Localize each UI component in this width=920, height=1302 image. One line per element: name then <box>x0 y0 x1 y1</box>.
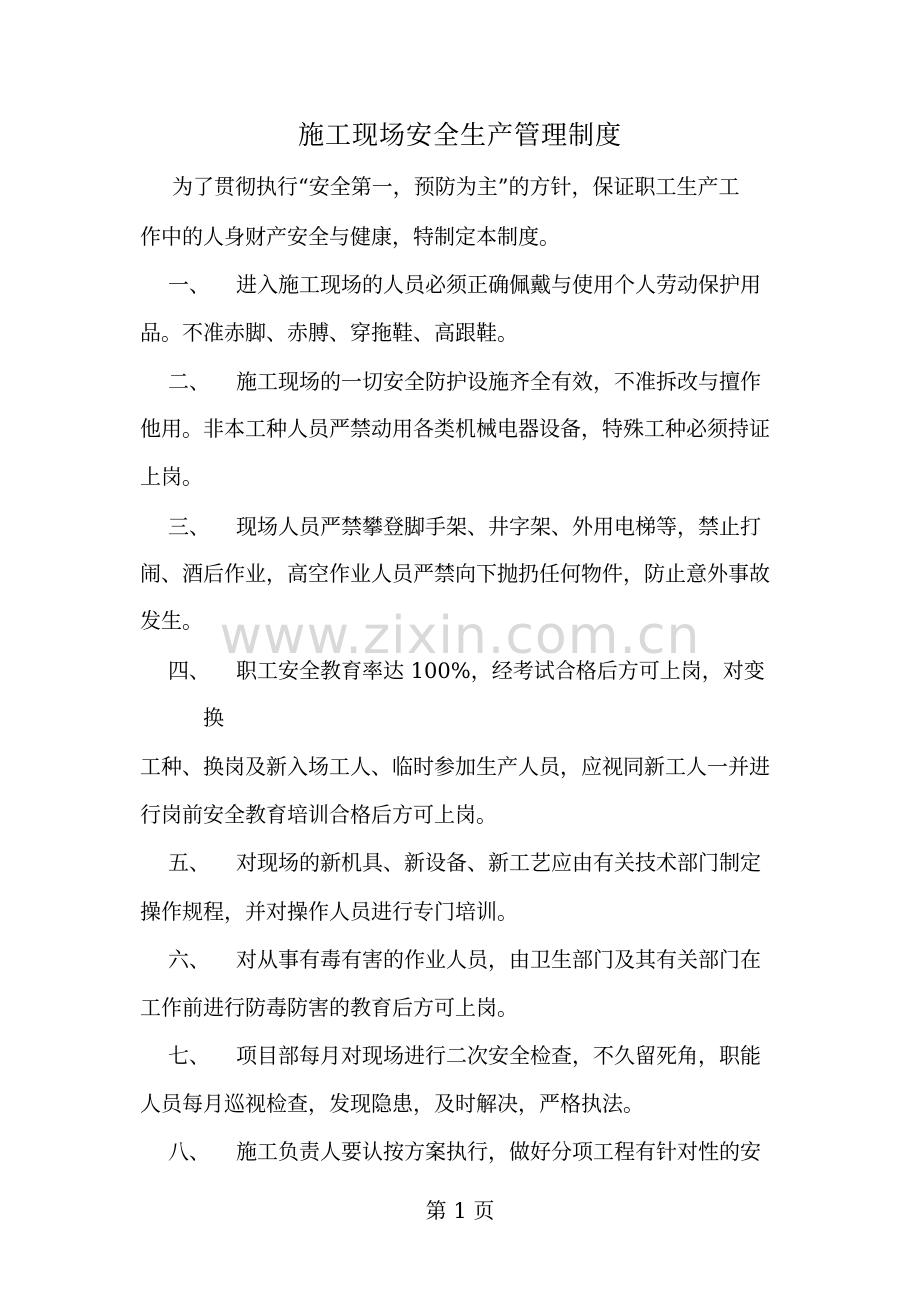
clause-first-line <box>168 1041 761 1071</box>
page-title: 施工现场安全生产管理制度 <box>297 121 622 151</box>
watermark: www.zixin.com.cn <box>219 606 701 666</box>
clause-text: 施工负责人要认按方案执行，做好分项工程有针对性的安 <box>236 1140 761 1164</box>
clause-line: 行岗前安全教育培训合格后方可上岗。 <box>140 803 497 827</box>
intro-line: 作中的人身财产安全与健康，特制定本制度。 <box>140 225 560 249</box>
clause-number: 二、 <box>168 370 210 394</box>
clause-first-line <box>168 367 761 397</box>
clause-line: 换 <box>203 706 224 730</box>
clause-number: 五、 <box>168 851 210 875</box>
clause-line: 闹、酒后作业，高空作业人员严禁向下抛扔任何物件，防止意外事故 <box>140 562 770 586</box>
clause-text: 现场人员严禁攀登脚手架、井字架、外用电梯等，禁止打 <box>236 515 761 539</box>
clause-number: 四、 <box>168 659 210 683</box>
clause-text: 对从事有毒有害的作业人员，由卫生部门及其有关部门在 <box>236 948 761 972</box>
intro-line: 为了贯彻执行“安全第一，预防为主”的方针，保证职工生产工 <box>172 175 740 199</box>
clause-line: 他用。非本工种人员严禁动用各类机械电器设备，特殊工种必须持证 <box>140 417 770 441</box>
clause-number: 一、 <box>168 273 210 297</box>
clause-first-line <box>168 512 761 542</box>
clause-text: 进入施工现场的人员必须正确佩戴与使用个人劳动保护用 <box>236 273 761 297</box>
clause-line: 工作前进行防毒防害的教育后方可上岗。 <box>140 996 518 1020</box>
clause-first-line <box>168 848 761 878</box>
clause-number: 六、 <box>168 948 210 972</box>
clause-line: 上岗。 <box>140 465 203 489</box>
clause-text: 施工现场的一切安全防护设施齐全有效，不准拆改与擅作 <box>236 370 761 394</box>
clause-first-line <box>168 270 761 300</box>
clause-line: 品。不准赤脚、赤膊、穿拖鞋、高跟鞋。 <box>140 321 518 345</box>
clause-line: 人员每月巡视检查，发现隐患，及时解决，严格执法。 <box>140 1092 644 1116</box>
clause-number: 七、 <box>168 1044 210 1068</box>
clause-number: 八、 <box>168 1140 210 1164</box>
clause-line: 操作规程，并对操作人员进行专门培训。 <box>140 900 518 924</box>
clause-first-line <box>168 1137 761 1167</box>
clause-text: 项目部每月对现场进行二次安全检查，不久留死角，职能 <box>236 1044 761 1068</box>
clause-text: 职工安全教育率达 100%，经考试合格后方可上岗，对变 <box>236 659 765 683</box>
clause-number: 三、 <box>168 515 210 539</box>
clause-line: 工种、换岗及新入场工人、临时参加生产人员，应视同新工人一并进 <box>140 755 770 779</box>
clause-text: 对现场的新机具、新设备、新工艺应由有关技术部门制定 <box>236 851 761 875</box>
page-number: 第 1 页 <box>425 1199 495 1223</box>
clause-line: 发生。 <box>140 609 203 633</box>
clause-first-line <box>168 945 761 975</box>
